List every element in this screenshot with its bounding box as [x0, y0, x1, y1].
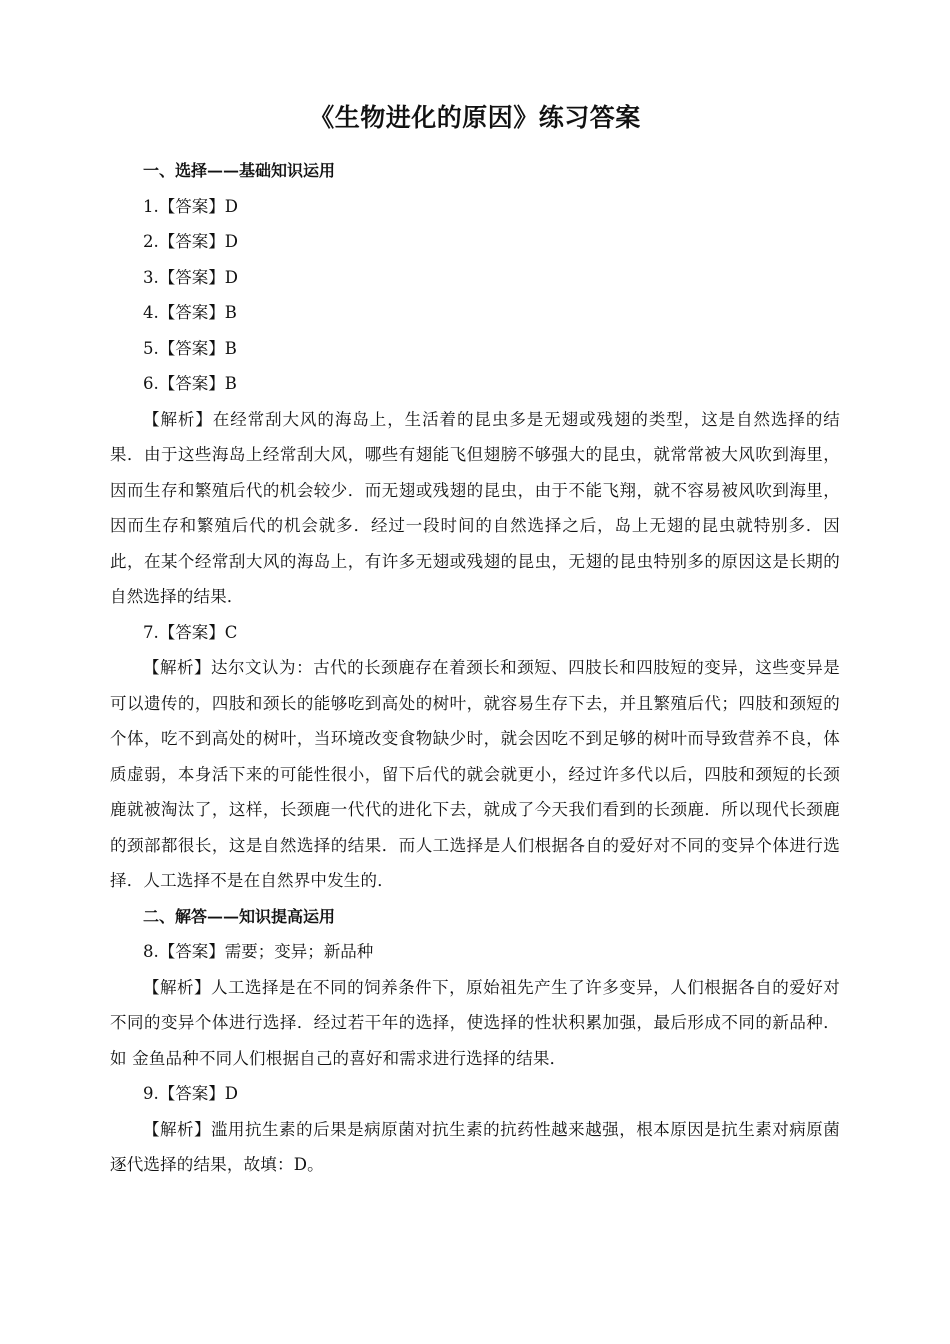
section-heading-2: 二、解答——知识提高运用 [143, 906, 336, 926]
explanation-8: 【解析】人工选择是在不同的饲养条件下，原始祖先产生了许多变异，人们根据各自的爱好对不同的变异个体进行选择．经过若干年的选择，使选择的性状积累加强，最后形成不同的新品种．如 金鱼品种不同人们根据自己的喜好和需求进行选择的结果． [110, 977, 840, 1068]
answer-2: 2.【答案】D [143, 232, 238, 251]
section-heading-1: 一、选择——基础知识运用 [143, 161, 336, 180]
answer-3: 3.【答案】D [143, 267, 238, 287]
explanation-6: 【解析】在经常刮大风的海岛上，生活着的昆虫多是无翅或残翅的类型，这是自然选择的结果．由于这些海岛上经常刮大风，哪些有翅能飞但翅膀不够强大的昆虫，就常常被大风吹到海里，因而生存和繁殖后代的机会较少．而无翅或残翅的昆虫，由于不能飞翔，就不容易被风吹到海里，因而生存和繁殖后代的机会就多．经过一段时间的自然选择之后，岛上无翅的昆虫就特别多．因此，在某个经常刮大风的海岛上，有许多无翅或残翅的昆虫，无翅的昆虫特别多的原因这是长期的自然选择的结果． [110, 409, 840, 606]
answer-8: 8.【答案】需要；变异；新品种 [143, 942, 374, 961]
explanation-9: 【解析】滥用抗生素的后果是病原菌对抗生素的抗药性越来越强，根本原因是抗生素对病原菌逐代选择的结果，故填：D。 [110, 1119, 840, 1174]
page-title: 《生物进化的原因》练习答案 [309, 103, 641, 132]
answer-9: 9.【答案】D [143, 1084, 238, 1103]
answer-1: 1.【答案】D [143, 196, 238, 216]
document-body [110, 153, 840, 1183]
answer-5: 5.【答案】B [143, 338, 237, 358]
answer-6: 6.【答案】B [143, 374, 237, 393]
explanation-7: 【解析】达尔文认为：古代的长颈鹿存在着颈长和颈短、四肢长和四肢短的变异，这些变异是可以遗传的，四肢和颈长的能够吃到高处的树叶，就容易生存下去，并且繁殖后代；四肢和颈短的个体，吃不到高处的树叶，当环境改变食物缺少时，就会因吃不到足够的树叶而导致营养不良，体质虚弱，本身活下来的可能性很小，留下后代的就会就更小，经过许多代以后，四肢和颈短的长颈鹿就被淘汰了，这样，长颈鹿一代代的进化下去，就成了今天我们看到的长颈鹿．所以现代长颈鹿的颈部都很长，这是自然选择的结果．而人工选择是人们根据各自的爱好对不同的变异个体进行选择．人工选择不是在自然界中发生的． [110, 658, 840, 890]
answer-7: 7.【答案】C [143, 622, 238, 642]
answer-4: 4.【答案】B [143, 303, 237, 322]
